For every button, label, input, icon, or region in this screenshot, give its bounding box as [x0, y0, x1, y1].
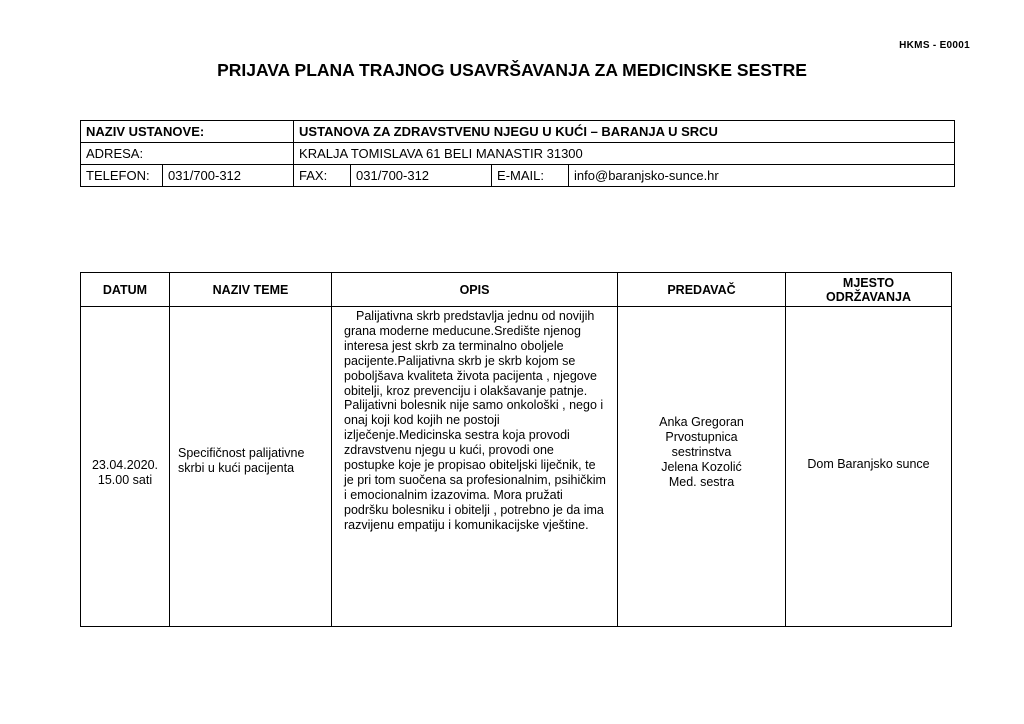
institution-name-row: [81, 121, 955, 143]
entry-datum-time: 15.00 sati: [97, 472, 153, 487]
plan-header-row: [81, 273, 952, 307]
fax-value: 031/700-312: [351, 165, 492, 187]
institution-name-label: NAZIV USTANOVE:: [81, 121, 294, 143]
address-label: ADRESA:: [81, 143, 294, 165]
header-mjesto-line2: ODRŽAVANJA: [826, 289, 911, 304]
email-value: info@baranjsko-sunce.hr: [569, 165, 955, 187]
entry-tema: Specifičnost palijativne skrbi u kući pacijenta: [170, 307, 332, 627]
header-mjesto-line1: MJESTO: [842, 275, 895, 290]
phone-label: TELEFON:: [81, 165, 163, 187]
header-opis: OPIS: [332, 273, 618, 307]
predavac-line-1: Anka Gregoran: [659, 415, 744, 430]
header-tema: NAZIV TEME: [170, 273, 332, 307]
header-predavac: PREDAVAČ: [618, 273, 786, 307]
entry-opis-paragraph-2: Palijativni bolesnik nije samo onkološki , nego i onaj koji kod kojih ne postoji izlječenje.Medicinska sestra koja provodi zdravstvenu njegu u kući, provodi one postupke koje je propisao obiteljski liječnik, te je pri tom suočena sa profesionalnim, psihičkim i emocionalnim izazovima. Mora pružati podršku bolesniku i obitelji , potrebno je da ima razvijenu empatiju i komunikacijske vještine.: [344, 398, 606, 532]
document-title: PRIJAVA PLANA TRAJNOG USAVRŠAVANJA ZA MEDICINSKE SESTRE: [217, 60, 807, 80]
fax-label: FAX:: [294, 165, 351, 187]
entry-predavac: [618, 307, 786, 627]
email-label: E-MAIL:: [492, 165, 569, 187]
entry-datum-date: 23.04.2020.: [91, 457, 159, 472]
entry-datum: [81, 307, 170, 627]
document-code: HKMS - E0001: [899, 40, 970, 51]
institution-table: [80, 120, 955, 187]
phone-value: 031/700-312: [163, 165, 294, 187]
institution-address-row: [81, 143, 955, 165]
plan-table: [80, 272, 952, 627]
predavac-line-4: Jelena Kozolić: [661, 459, 742, 474]
header-mjesto: [786, 273, 952, 307]
entry-opis: [332, 307, 618, 627]
predavac-line-3: sestrinstva: [671, 445, 732, 460]
entry-mjesto: Dom Baranjsko sunce: [786, 307, 952, 627]
predavac-line-5: Med. sestra: [668, 474, 735, 489]
address-value: KRALJA TOMISLAVA 61 BELI MANASTIR 31300: [294, 143, 955, 165]
institution-name-value: USTANOVA ZA ZDRAVSTVENU NJEGU U KUĆI – BARANJA U SRCU: [294, 121, 955, 143]
institution-contact-row: [81, 165, 955, 187]
header-datum: DATUM: [81, 273, 170, 307]
entry-opis-paragraph-1: Palijativna skrb predstavlja jednu od novijih grana moderne meducune.Središte njenog interesa jest skrb za terminalno oboljele pacijente.Palijativna skrb je skrb kojom se poboljšava kvaliteta života pacijenta , njegove obitelji, kroz prevenciju i olakšavanje patnje.: [344, 309, 597, 398]
plan-entry-row: [81, 307, 952, 627]
predavac-line-2: Prvostupnica: [665, 430, 738, 445]
